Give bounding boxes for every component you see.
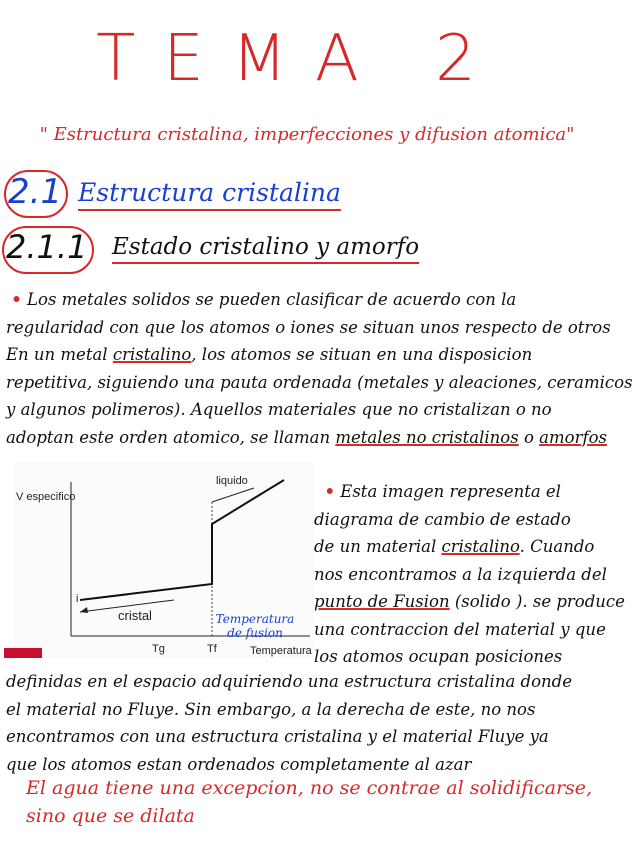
para1-line: Los metales solidos se pueden clasificar de acuerdo con la: [27, 290, 517, 309]
underlined-term: punto de Fusion: [314, 592, 450, 611]
tick-label-tf: Tf: [207, 643, 217, 655]
para2-line: definidas en el espacio adquiriendo una estructura cristalina donde: [6, 672, 572, 691]
para2-line: de un material: [314, 537, 442, 556]
para1-line: adoptan este orden atomico, se llaman: [6, 427, 336, 447]
note-line: El agua tiene una excepcion, no se contrae al solidificarse,: [26, 777, 593, 799]
para2-line: (solido ). se produce: [449, 592, 625, 611]
para2-line: encontramos con una estructura cristalina y el material Fluye ya: [6, 727, 549, 746]
liquid-label: liquido: [216, 475, 248, 487]
section-number: 2.1: [8, 172, 63, 212]
underlined-term: metales no cristalinos: [335, 427, 519, 447]
bullet-icon: •: [324, 482, 336, 501]
bullet-icon: •: [11, 290, 22, 309]
para2-line: nos encontramos a la izquierda del: [314, 564, 607, 584]
x-axis-label: Temperatura: [250, 645, 312, 657]
crystal-label: cristal: [118, 608, 152, 623]
para1-line: En un metal: [6, 345, 113, 364]
para1-line: o: [518, 427, 540, 447]
page-subtitle: " Estructura cristalina, imperfecciones y difusion atomica": [39, 124, 575, 145]
para2-line: Esta imagen representa el: [340, 482, 561, 501]
para1-line: regularidad con que los atomos o iones se situan unos respecto de otros: [6, 317, 611, 337]
para2-line: los atomos ocupan posiciones: [314, 647, 563, 666]
paragraph-diagram-continued: [6, 668, 596, 778]
melting-temperature-annotation: Temperatura de fusion: [215, 612, 295, 640]
note-line: sino que se dilata: [26, 805, 195, 827]
para2-line: que los atomos estan ordenados completamente al azar: [6, 754, 472, 774]
para1-line: y algunos polimeros). Aquellos materiales que no cristalizan o no: [6, 400, 552, 419]
para2-line: . Cuando: [519, 537, 595, 556]
para1-line: , los atomos se situan en una disposicion: [191, 345, 533, 364]
section-title: Estructura cristalina: [78, 178, 341, 211]
tick-label-tg: Tg: [152, 643, 165, 655]
underlined-term: cristalino: [112, 345, 192, 364]
water-exception-note: [26, 774, 596, 830]
subsection-title: Estado cristalino y amorfo: [112, 234, 419, 264]
para2-line: el material no Fluye. Sin embargo, a la derecha de este, no nos: [6, 699, 536, 719]
underlined-term: amorfos: [539, 427, 607, 447]
paragraph-diagram-explained: [314, 478, 625, 671]
y-axis-label: V especifico: [16, 491, 76, 503]
page-title: TEMA 2: [96, 22, 504, 96]
para2-line: diagrama de cambio de estado: [314, 509, 571, 529]
subsection-number: 2.1.1: [6, 228, 88, 266]
para1-line: repetitiva, siguiendo una pauta ordenada (metales y aleaciones, ceramicos: [6, 372, 633, 392]
point-label: i: [76, 593, 79, 605]
paragraph-cristalino: [6, 286, 633, 451]
para2-line: una contraccion del material y que: [314, 619, 606, 639]
red-marker: [4, 648, 42, 658]
underlined-term: cristalino: [441, 537, 520, 556]
